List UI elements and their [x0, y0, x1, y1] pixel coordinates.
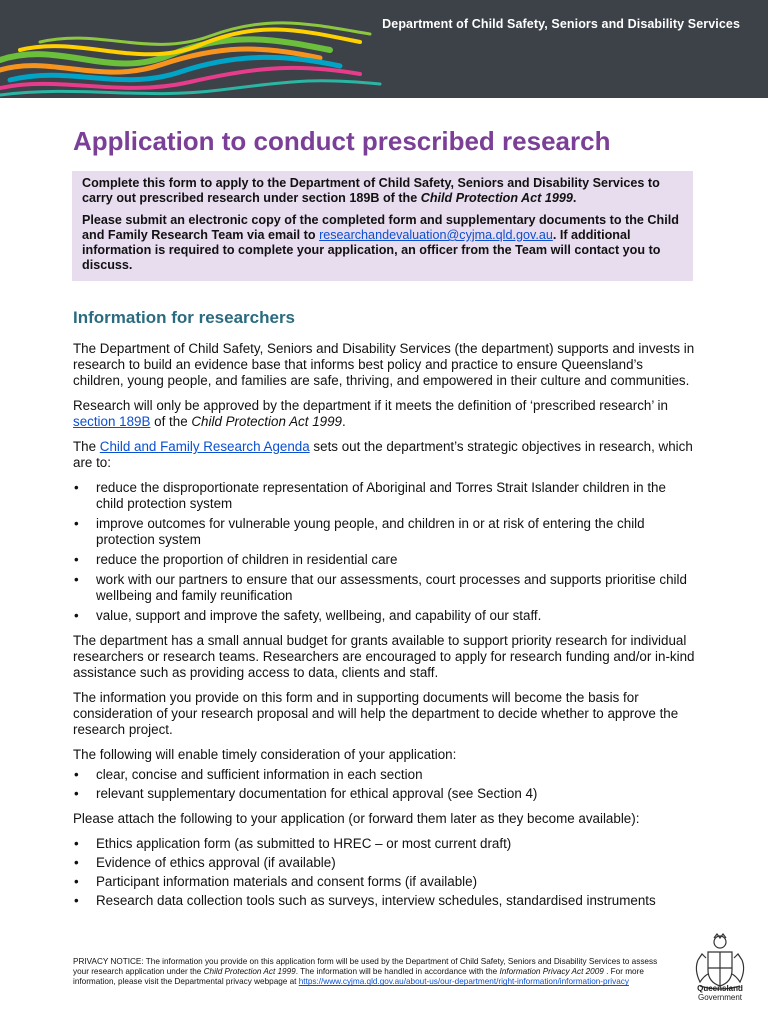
callout-paragraph-2 [82, 213, 683, 273]
agenda-paragraph [73, 439, 695, 471]
bullet-icon: • [74, 855, 79, 870]
bullet-icon: • [74, 767, 79, 782]
approval-paragraph [73, 398, 695, 430]
decorative-waves [0, 0, 768, 98]
list-item [73, 552, 695, 568]
main-content [73, 341, 695, 918]
timely-paragraph: The following will enable timely consideration of your application: [73, 747, 457, 762]
list-item-text: work with our partners to ensure that our assessments, court processes and supports prioritise child wellbeing and family reunification [96, 572, 687, 603]
queensland-government-logo-text [688, 984, 752, 1002]
attachments-list [73, 836, 695, 909]
privacy-text: . For more information, please visit the Departmental privacy webpage at [73, 967, 644, 987]
privacy-text: PRIVACY NOTICE: The information you provide on this application form will be used by the Department of Child Safety, Seniors and Disability Services to assess your research application under the [73, 957, 658, 977]
email-link[interactable]: researchandevaluation@cyjma.qld.gov.au [319, 228, 553, 242]
page-title: Application to conduct prescribed research [73, 126, 611, 156]
privacy-text: . The information will be handled in accordance with the [295, 967, 500, 977]
list-item [73, 516, 695, 548]
attach-paragraph: Please attach the following to your application (or forward them later as they become available): [73, 811, 640, 826]
list-item [73, 608, 695, 624]
logo-line-2: Government [697, 993, 743, 1002]
bullet-icon: • [74, 516, 79, 531]
list-item-text: value, support and improve the safety, wellbeing, and capability of our staff. [96, 608, 542, 623]
objectives-list [73, 480, 695, 624]
callout-text: . If additional information is required to complete your application, an officer from the Team will contact you to discuss. [82, 228, 661, 272]
list-item [73, 836, 695, 852]
bullet-icon: • [74, 480, 79, 495]
bullet-icon: • [74, 836, 79, 851]
instructions-callout [72, 171, 693, 281]
callout-text: Please submit an electronic copy of the completed form and supplementary documents to the Child and Family Research Team via email to [82, 213, 679, 242]
callout-text: Complete this form to apply to the Department of Child Safety, Seniors and Disability Services to carry out prescribed research under section 189B of the [82, 176, 660, 205]
section-heading: Information for researchers [73, 308, 296, 327]
list-item [73, 893, 695, 909]
department-name: Department of Child Safety, Seniors and Disability Services [382, 17, 740, 31]
list-item-text: Evidence of ethics approval (if available) [96, 855, 336, 870]
act-name: Child Protection Act 1999 [191, 414, 342, 429]
list-item [73, 572, 695, 604]
bullet-icon: • [74, 874, 79, 889]
bullet-icon: • [74, 608, 79, 623]
bullet-icon: • [74, 572, 79, 587]
bullet-icon: • [74, 893, 79, 908]
section-189b-link[interactable]: section 189B [73, 414, 151, 429]
paragraph-text: of the [150, 414, 192, 429]
logo-line-1: Queensland [697, 984, 743, 993]
act-name: Child Protection Act 1999 [420, 191, 573, 205]
bullet-icon: • [74, 552, 79, 567]
list-item-text: clear, concise and sufficient information in each section [96, 767, 423, 782]
callout-text: . [572, 191, 577, 205]
list-item-text: relevant supplementary documentation for ethical approval (see Section 4) [96, 786, 538, 801]
privacy-notice [73, 957, 659, 988]
basis-paragraph: The information you provide on this form and in supporting documents will become the basis for consideration of your research proposal and will help the department to decide whether to approve the research project. [73, 690, 679, 737]
budget-paragraph: The department has a small annual budget for grants available to support priority research for individual researchers or research teams. Researchers are encouraged to apply for research funding and/or in-kind assistance such as providing access to data, clients and staff. [73, 633, 695, 680]
act-name: Child Protection Act 1999 [203, 967, 296, 977]
list-item [73, 874, 695, 890]
callout-paragraph-1 [82, 176, 683, 206]
list-item [73, 855, 695, 871]
header-banner [0, 0, 768, 98]
list-item-text: reduce the proportion of children in residential care [96, 552, 398, 567]
privacy-webpage-link[interactable]: https://www.cyjma.qld.gov.au/about-us/our-department/right-information/information-privacy [298, 977, 629, 987]
list-item-text: Research data collection tools such as surveys, interview schedules, standardised instruments [96, 893, 656, 908]
list-item-text: reduce the disproportionate representation of Aboriginal and Torres Strait Islander children in the child protection system [96, 480, 666, 511]
bullet-icon: • [74, 786, 79, 801]
paragraph-text: The [73, 439, 100, 454]
research-agenda-link[interactable]: Child and Family Research Agenda [99, 439, 310, 454]
list-item [73, 786, 695, 802]
list-item [73, 480, 695, 512]
list-item-text: Participant information materials and consent forms (if available) [96, 874, 478, 889]
paragraph-text: sets out the department’s strategic objectives in research, which are to: [73, 439, 693, 470]
intro-paragraph: The Department of Child Safety, Seniors and Disability Services (the department) supports and invests in research to build an evidence base that informs best policy and practice to ensure Queensland’s children, young people, and families are safe, thriving, and empowered in their culture and communities. [73, 341, 695, 388]
list-item [73, 767, 695, 783]
act-name: Information Privacy Act 2009 [499, 967, 604, 977]
paragraph-text: Research will only be approved by the department if it meets the definition of ‘prescribed research’ in [73, 398, 668, 413]
list-item-text: Ethics application form (as submitted to HREC – or most current draft) [96, 836, 512, 851]
timely-list [73, 767, 695, 802]
list-item-text: improve outcomes for vulnerable young people, and children in or at risk of entering the child protection system [96, 516, 645, 547]
paragraph-text: . [341, 414, 346, 429]
